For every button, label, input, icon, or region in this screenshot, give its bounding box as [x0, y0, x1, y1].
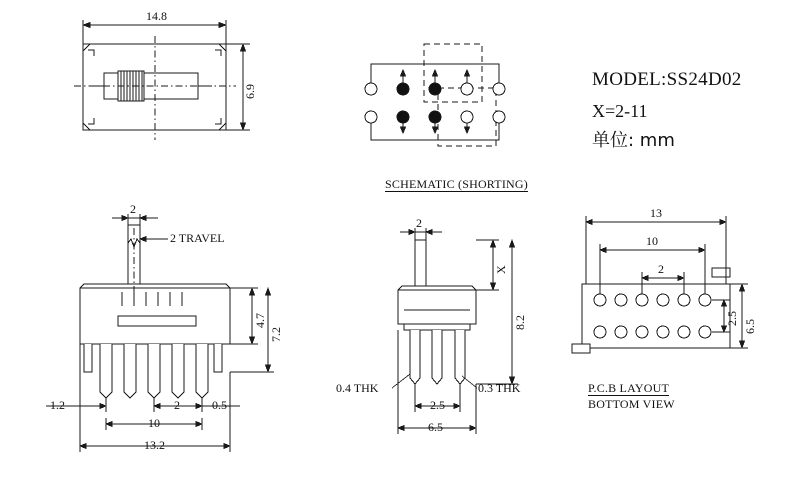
side-lever-width-dim: 2 [416, 216, 422, 230]
pcb-pitch-dim: 2 [658, 262, 664, 276]
pcb-layout-geometry [572, 268, 730, 353]
front-total-height-dim: 7.2 [269, 327, 283, 342]
front-body-height-dim: 4.7 [253, 313, 267, 328]
pcb-height-dim: 6.5 [743, 319, 757, 334]
front-pin-span-dim: 10 [148, 416, 160, 430]
top-view-width-dim: 14.8 [146, 9, 167, 23]
side-total-height-dim: 8.2 [513, 315, 527, 330]
front-left-pin-dim: 1.2 [50, 398, 65, 412]
pcb-caption-line1: P.C.B LAYOUT [588, 381, 669, 395]
side-width-dim: 6.5 [428, 420, 443, 434]
side-lever-height-dim: X [494, 265, 508, 274]
front-lever-width-dim: 2 [130, 202, 136, 216]
side-view-geometry [398, 240, 476, 384]
model-label: MODEL:SS24D02 [592, 69, 742, 90]
schematic-caption: SCHEMATIC (SHORTING) [385, 177, 528, 191]
front-right-pin-dim: 0.5 [212, 398, 227, 412]
schematic-geometry [365, 44, 505, 146]
side-inner-dim: 2.5 [430, 398, 445, 412]
side-thk-left-dim: 0.4 THK [336, 381, 379, 395]
pcb-row-pitch-dim: 2.5 [725, 311, 739, 326]
front-body-width-dim: 13.2 [144, 438, 165, 452]
pcb-caption-line2: BOTTOM VIEW [588, 397, 675, 411]
unit-label: 单位: mm [592, 130, 675, 151]
front-travel-dim: 2 TRAVEL [170, 231, 225, 245]
top-view-height-dim: 6.9 [243, 84, 257, 99]
side-thk-right-dim: 0.3 THK [478, 381, 521, 395]
x-range-label: X=2-11 [592, 101, 648, 121]
front-view-geometry [80, 225, 230, 398]
top-view-geometry [83, 44, 226, 130]
front-pitch-dim: 2 [174, 398, 180, 412]
pcb-inner-width-dim: 10 [646, 234, 658, 248]
pcb-outer-width-dim: 13 [650, 206, 662, 220]
